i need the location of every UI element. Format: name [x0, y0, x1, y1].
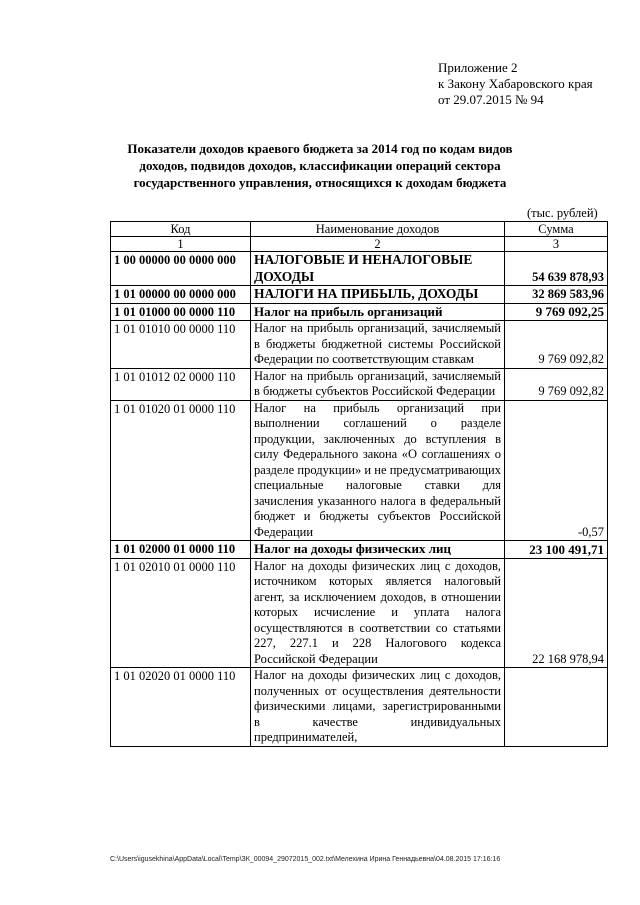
units-label: (тыс. рублей): [527, 206, 598, 220]
row-name: Налог на доходы физических лиц с доходов, полученных от осуществления деятельности физическими лицами, зарегистрированными в качестве индивидуальных предпринимателей,: [251, 668, 505, 747]
row-code: 1 01 02020 01 0000 110: [111, 668, 251, 747]
column-number-1: 1: [111, 237, 251, 252]
appendix-line-3: от 29.07.2015 № 94: [438, 92, 544, 107]
table-row: [111, 668, 608, 747]
file-path-footer: C:\Users\igusekhina\AppData\Local\Temp\ЗК_00094_29072015_002.txt\Мелехина Ирина Геннадьевна\04.08.2015 17:16:16: [110, 856, 501, 863]
row-code: 1 00 00000 00 0000 000: [111, 252, 251, 286]
header-sum: Сумма: [505, 222, 608, 237]
row-code: 1 01 01000 00 0000 110: [111, 303, 251, 321]
row-code: 1 01 00000 00 0000 000: [111, 286, 251, 304]
row-code: 1 01 02000 01 0000 110: [111, 541, 251, 559]
appendix-line-2: к Закону Хабаровского края: [438, 76, 593, 91]
row-name: Налог на прибыль организаций, зачисляемый в бюджеты бюджетной системы Российской Федерации по соответствующим ставкам: [251, 321, 505, 369]
table-row: [111, 303, 608, 321]
table-row: [111, 558, 608, 668]
row-sum: 23 100 491,71: [505, 541, 608, 559]
row-sum: 9 769 092,82: [505, 321, 608, 369]
row-name: Налог на доходы физических лиц: [251, 541, 505, 559]
table-row: [111, 321, 608, 369]
row-code: 1 01 01020 01 0000 110: [111, 400, 251, 541]
table-row: [111, 541, 608, 559]
row-name: Налог на прибыль организаций, зачисляемый в бюджеты субъектов Российской Федерации: [251, 368, 505, 400]
column-number-3: 3: [505, 237, 608, 252]
row-sum: 32 869 583,96: [505, 286, 608, 304]
row-sum: 9 769 092,25: [505, 303, 608, 321]
appendix-line-1: Приложение 2: [438, 60, 518, 75]
table-row: [111, 400, 608, 541]
appendix-reference: [438, 60, 608, 108]
row-sum: 22 168 978,94: [505, 558, 608, 668]
row-sum: 9 769 092,82: [505, 368, 608, 400]
revenue-table: [110, 221, 608, 747]
row-code: 1 01 01012 02 0000 110: [111, 368, 251, 400]
row-name: НАЛОГОВЫЕ И НЕНАЛОГОВЫЕ ДОХОДЫ: [251, 252, 505, 286]
row-name: Налог на прибыль организаций: [251, 303, 505, 321]
table-column-numbers-row: [111, 237, 608, 252]
row-sum: -0,57: [505, 400, 608, 541]
row-name: Налог на прибыль организаций при выполнении соглашений о разделе продукции, заключенных до вступления в силу Федерального закона «О соглашениях о разделе продукции» и не предусматривающих специальные налоговые ставки для зачисления указанного налога в федеральный бюджет и бюджеты субъектов Российской Федерации: [251, 400, 505, 541]
row-code: 1 01 02010 01 0000 110: [111, 558, 251, 668]
row-sum: 54 639 878,93: [505, 252, 608, 286]
table-row: [111, 286, 608, 304]
document-title: Показатели доходов краевого бюджета за 2014 год по кодам видов доходов, подвидов доходов, классификации операций сектора государственного управления, относящихся к доходам бюджета: [127, 141, 513, 190]
row-sum: [505, 668, 608, 747]
row-code: 1 01 01010 00 0000 110: [111, 321, 251, 369]
table-row: [111, 368, 608, 400]
row-name: Налог на доходы физических лиц с доходов, источником которых является налоговый агент, за исключением доходов, в отношении которых исчисление и уплата налога осуществляются в соответствии со статьями 227, 227.1 и 228 Налогового кодекса Российской Федерации: [251, 558, 505, 668]
header-code: Код: [111, 222, 251, 237]
table-row: [111, 252, 608, 286]
column-number-2: 2: [251, 237, 505, 252]
table-header-row: [111, 222, 608, 237]
row-name: НАЛОГИ НА ПРИБЫЛЬ, ДОХОДЫ: [251, 286, 505, 304]
header-name: Наименование доходов: [251, 222, 505, 237]
